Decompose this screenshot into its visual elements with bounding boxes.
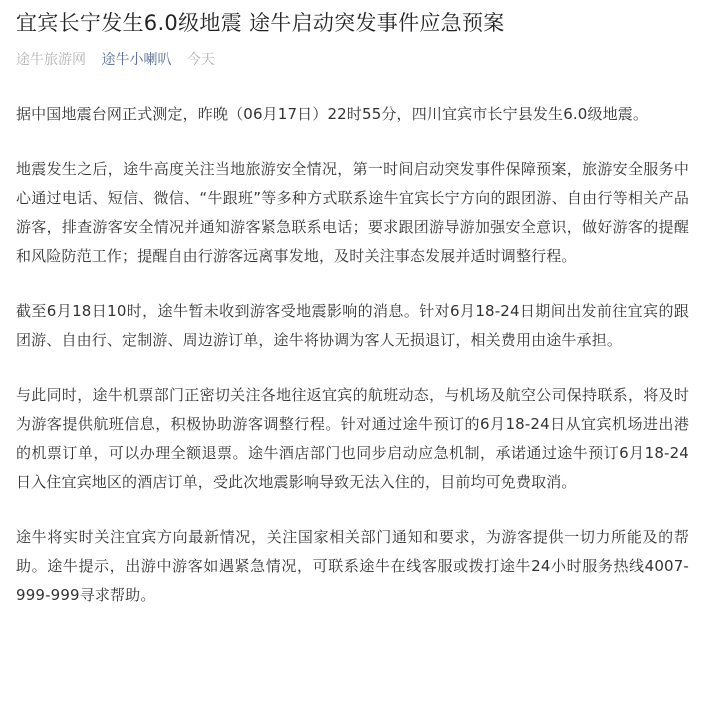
article-title: 宜宾长宁发生6.0级地震 途牛启动突发事件应急预案	[16, 11, 505, 35]
paragraph: 途牛将实时关注宜宾方向最新情况，关注国家相关部门通知和要求，为游客提供一切力所能及的帮助。途牛提示，出游中游客如遇紧急情况，可联系途牛在线客服或拨打途牛24小时服务热线4007-999-999寻求帮助。	[16, 528, 689, 604]
source-name: 途牛旅游网	[16, 52, 86, 68]
publish-date: 今天	[186, 52, 215, 68]
paragraph: 据中国地震台网正式测定，昨晚（06月17日）22时55分，四川宜宾市长宁县发生6.0级地震。	[16, 105, 649, 123]
article-content	[16, 100, 689, 610]
paragraph: 地震发生之后，途牛高度关注当地旅游安全情况，第一时间启动突发事件保障预案，旅游安全服务中心通过电话、短信、微信、“牛跟班”等多种方式联系途牛宜宾长宁方向的跟团游、自由行等相关产品游客，排查游客安全情况并通知游客紧急联系电话；要求跟团游导游加强安全意识，做好游客的提醒和风险防范工作；提醒自由行游客远离事发地，及时关注事态发展并适时调整行程。	[16, 160, 689, 265]
paragraph: 与此同时，途牛机票部门正密切关注各地往返宜宾的航班动态，与机场及航空公司保持联系，将及时为游客提供航班信息，积极协助游客调整行程。针对通过途牛预订的6月18-24日从宜宾机场进出港的机票订单，可以办理全额退票。途牛酒店部门也同步启动应急机制，承诺通过途牛预订6月18-24日入住宜宾地区的酒店订单，受此次地震影响导致无法入住的，目前均可免费取消。	[16, 386, 689, 491]
author-link[interactable]: 途牛小喇叭	[101, 52, 172, 68]
paragraph: 截至6月18日10时，途牛暂未收到游客受地震影响的消息。针对6月18-24日期间出发前往宜宾的跟团游、自由行、定制游、周边游订单，途牛将协调为客人无损退订，相关费用由途牛承担。	[16, 302, 689, 349]
article-meta	[16, 50, 689, 70]
